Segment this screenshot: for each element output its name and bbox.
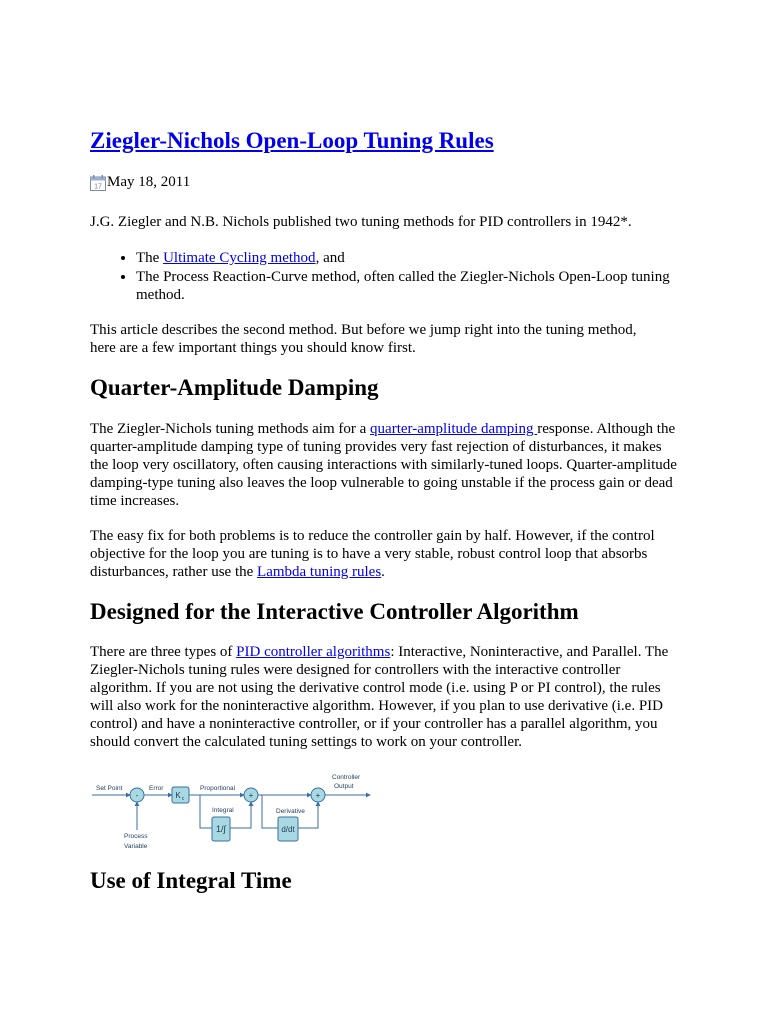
article-title-link[interactable]: Ziegler-Nichols Open-Loop Tuning Rules (90, 128, 494, 153)
summing-junction-minus: - (135, 791, 139, 800)
label-proportional: Proportional (200, 785, 236, 792)
paragraph-text: The Ziegler-Nichols tuning methods aim for a (90, 421, 371, 437)
svg-text:d/dt: d/dt (281, 825, 295, 834)
list-item-text: , and (315, 250, 345, 266)
calendar-icon (90, 175, 106, 191)
date-text: May 18, 2011 (107, 174, 191, 190)
lambda-tuning-link[interactable]: Lambda tuning rules (257, 564, 382, 580)
section-heading-integral-time: Use of Integral Time (90, 868, 292, 893)
label-controller-output-2: Output (334, 783, 354, 790)
summing-junction-plus-output: + (315, 791, 321, 800)
gain-block-label: K (175, 791, 181, 800)
paragraph-text: response. Although the quarter-amplitude damping type of tuning provides very fast rejection of disturbances, it makes the loop very oscillatory, often causing interactions with similarly-tuned loops. Quarter-amplitude damping-type tuning also leaves the loop vulnerable to going unstable if the process gain or dead time increases. (90, 421, 677, 509)
label-process-variable-1: Process (124, 833, 148, 840)
paragraph-text: There are three types of (90, 644, 237, 660)
summing-junction-plus: + (248, 791, 254, 800)
svg-text:1/∫: 1/∫ (216, 824, 226, 834)
label-set-point: Set Point (96, 785, 123, 792)
gain-block-subscript: c (181, 796, 185, 802)
label-process-variable-2: Variable (124, 843, 148, 850)
quarter-amplitude-link[interactable]: quarter-amplitude damping (370, 421, 538, 437)
post-date (90, 174, 190, 191)
calendar-icon-day: 17 (94, 183, 102, 191)
paragraph-text: : Interactive, Noninteractive, and Parallel. The Ziegler-Nichols tuning rules were designed for controllers with the interactive controller algorithm. If you are not using the derivative control mode (i.e. using P or PI control), the rules will also work for the noninteractive algorithm. However, if you plan to use derivative (i.e. PID control) and have a noninteractive controller, or if your controller has a parallel algorithm, you should convert the calculated tuning settings to work on your controller. (90, 644, 669, 750)
method-paragraph: This article describes the second method. But before we jump right into the tuning method, here are a few important things you should know first. (90, 322, 637, 356)
article-title[interactable] (90, 128, 494, 154)
algorithm-paragraph (90, 643, 680, 751)
method-list (90, 249, 676, 305)
label-error: Error (149, 785, 164, 792)
pid-algorithms-link[interactable]: PID controller algorithms (236, 644, 391, 660)
list-item-text: The (136, 250, 164, 266)
list-item: • The Process Reaction-Curve method, often called the Ziegler-Nichols Open-Loop tuning method. (136, 268, 676, 305)
list-item (136, 249, 676, 268)
paragraph-text: . (381, 564, 385, 580)
label-derivative: Derivative (276, 808, 305, 815)
label-integral: Integral (212, 807, 234, 814)
ultimate-cycling-link[interactable]: Ultimate Cycling method (163, 250, 316, 266)
controller-block-diagram (92, 770, 374, 852)
intro-paragraph: J.G. Ziegler and N.B. Nichols published two tuning methods for PID controllers in 1942*. (90, 214, 632, 230)
paragraph-text: The easy fix for both problems is to reduce the controller gain by half. However, if the control objective for the loop you are tuning is to have a very stable, robust control loop that absorbs disturbances, rather use the (90, 528, 655, 580)
section-heading-interactive-algorithm: Designed for the Interactive Controller Algorithm (90, 599, 579, 624)
label-controller-output-1: Controller (332, 774, 361, 781)
section-heading-quarter-amplitude: Quarter-Amplitude Damping (90, 375, 379, 400)
gain-fix-paragraph (90, 527, 680, 581)
quarter-amplitude-paragraph (90, 420, 680, 510)
